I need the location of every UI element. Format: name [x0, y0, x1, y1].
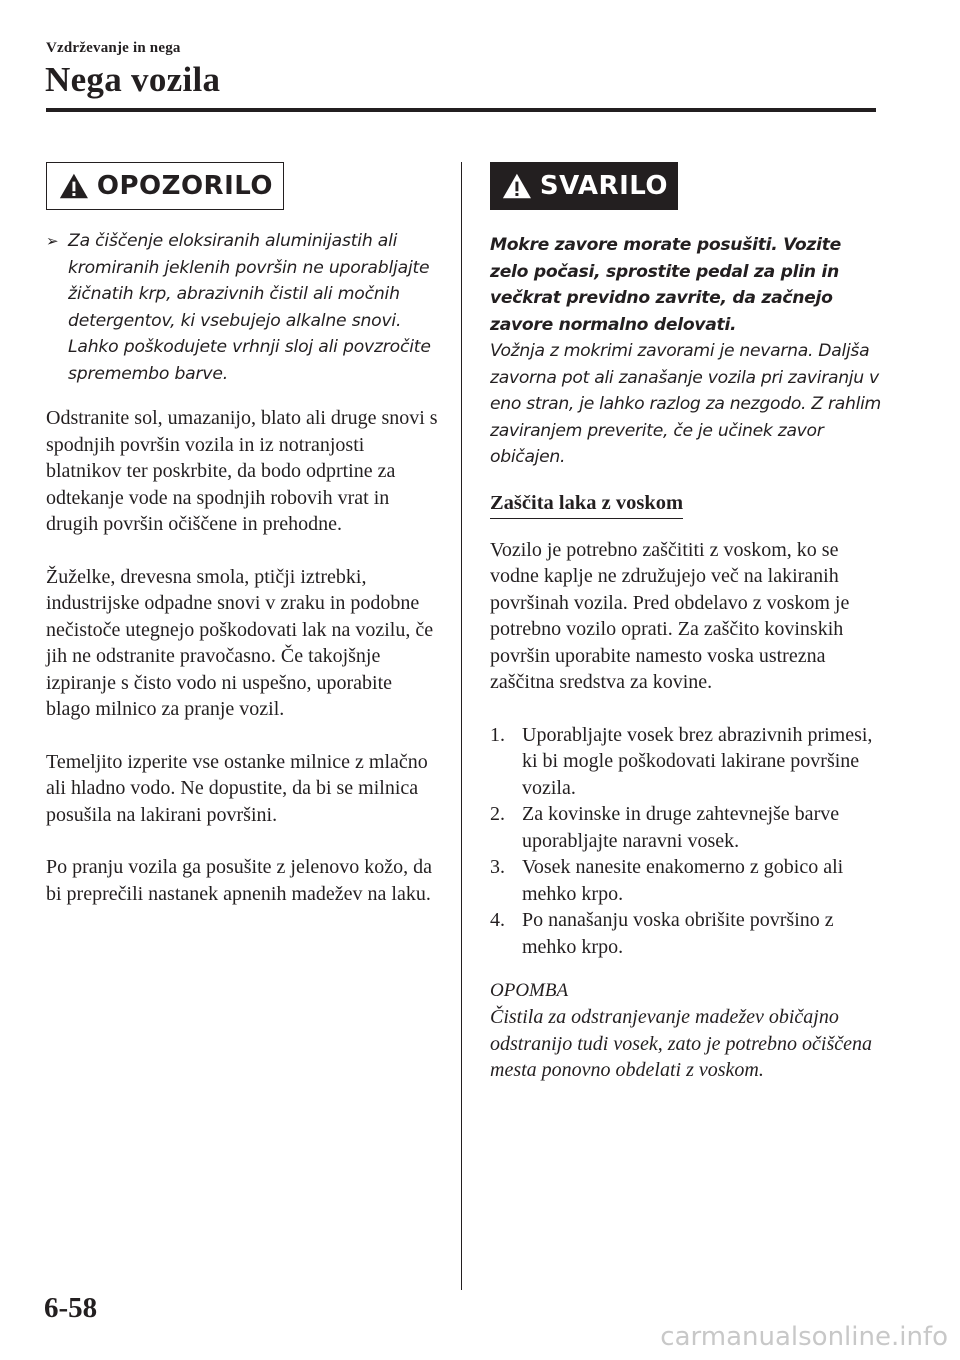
- page-title: Nega vozila: [45, 60, 221, 99]
- warning-triangle-icon: [502, 171, 532, 201]
- caution-bold-text: Mokre zavore morate posušiti. Vozite zelo počasi, sprostite pedal za plin in večkrat previdno zavrite, da začnejo zavore normalno delovati.: [490, 235, 841, 335]
- step-number: 4.: [490, 909, 505, 931]
- note-text: Čistila za odstranjevanje madežev običajno odstranijo tudi vosek, zato je potrebno očiščena mesta ponovno obdelati z voskom.: [490, 1006, 872, 1081]
- step-text: Uporabljajte vosek brez abrazivnih primesi, ki bi mogle poškodovati lakirane površine vozila.: [522, 723, 873, 799]
- caution-box-header: [490, 162, 678, 210]
- section-breadcrumb: Vzdrževanje in nega: [46, 40, 181, 56]
- warning-item-text: Za čiščenje eloksiranih aluminijastih ali kromiranih jeklenih površin ne uporabljajte žičnatih krp, abrazivnih čistil ali močnih detergentov, ki vsebujejo alkalne snovi. Lahko poškodujete vrhnji sloj ali povzročite spremembo barve.: [68, 231, 431, 384]
- step-text: Po nanašanju voska obrišite površino z mehko krpo.: [522, 909, 834, 958]
- caution-body: [490, 232, 882, 471]
- warning-triangle-icon: [59, 171, 89, 201]
- page-number: 6-58: [44, 1292, 98, 1324]
- step-number: 1.: [490, 723, 505, 746]
- list-item: [490, 907, 882, 960]
- step-text: Vosek nanesite enakomerno z gobico ali mehko krpo.: [522, 856, 844, 905]
- paragraph: Odstranite sol, umazanijo, blato ali druge snovi s spodnjih površin vozila in iz notranjosti blatnikov ter poskrbite, da bodo odprtine za odtekanje vode na spodnjih robovih vrat in drugih površin očiščene in prehodne.: [46, 407, 438, 535]
- paragraph: Temeljito izperite vse ostanke milnice z mlačno ali hladno vodo. Ne dopustite, da bi se milnica posušila na lakirani površini.: [46, 750, 428, 826]
- left-column: [46, 162, 438, 907]
- header-divider: [46, 108, 876, 112]
- column-divider: [461, 162, 462, 1290]
- paragraph: Žuželke, drevesna smola, ptičji iztrebki, industrijske odpadne snovi v zraku in podobne nečistoče utegnejo poškodovati lak na vozilu, če jih ne odstranite pravočasno. Če takojšnje izpiranje s čisto vodo ni uspešno, uporabite blago milnico za pranje vozil.: [46, 565, 434, 720]
- note-label: OPOMBA: [490, 980, 569, 1001]
- paragraph: Po pranju vozila ga posušite z jelenovo kožo, da bi preprečili nastanek apnenih madežev na laku.: [46, 856, 433, 905]
- list-item: [490, 801, 882, 854]
- right-column: [490, 162, 882, 1084]
- caution-label: SVARILO: [539, 171, 668, 201]
- warning-item: [46, 228, 438, 387]
- watermark: carmanualsonline.info: [660, 1322, 948, 1352]
- step-number: 2.: [490, 803, 505, 825]
- section-heading: Zaščita laka z voskom: [490, 489, 683, 519]
- list-item: [490, 854, 882, 907]
- warning-label: OPOZORILO: [96, 171, 273, 201]
- section-intro: Vozilo je potrebno zaščititi z voskom, ko se vodne kaplje ne združujejo več na lakiranih površinah vozila. Pred obdelavo z voskom je potrebno vozilo oprati. Za zaščito kovinskih površin uporabite namesto voska ustrezna zaščitna sredstva za kovine.: [490, 538, 850, 693]
- step-number: 3.: [490, 856, 505, 878]
- step-text: Za kovinske in druge zahtevnejše barve uporabljajte naravni vosek.: [522, 803, 840, 852]
- list-item: [490, 722, 882, 802]
- caution-text: Vožnja z mokrimi zavorami je nevarna. Daljša zavorna pot ali zanašanje vozila pri zaviranju v eno stran, je lahko razlog za nezgodo. Z rahlim zaviranjem preverite, če je učinek zavor običajen.: [490, 341, 881, 467]
- warning-box-header: [46, 162, 284, 210]
- arrow-bullet-icon: ➢: [46, 232, 59, 250]
- steps-list: [490, 722, 882, 961]
